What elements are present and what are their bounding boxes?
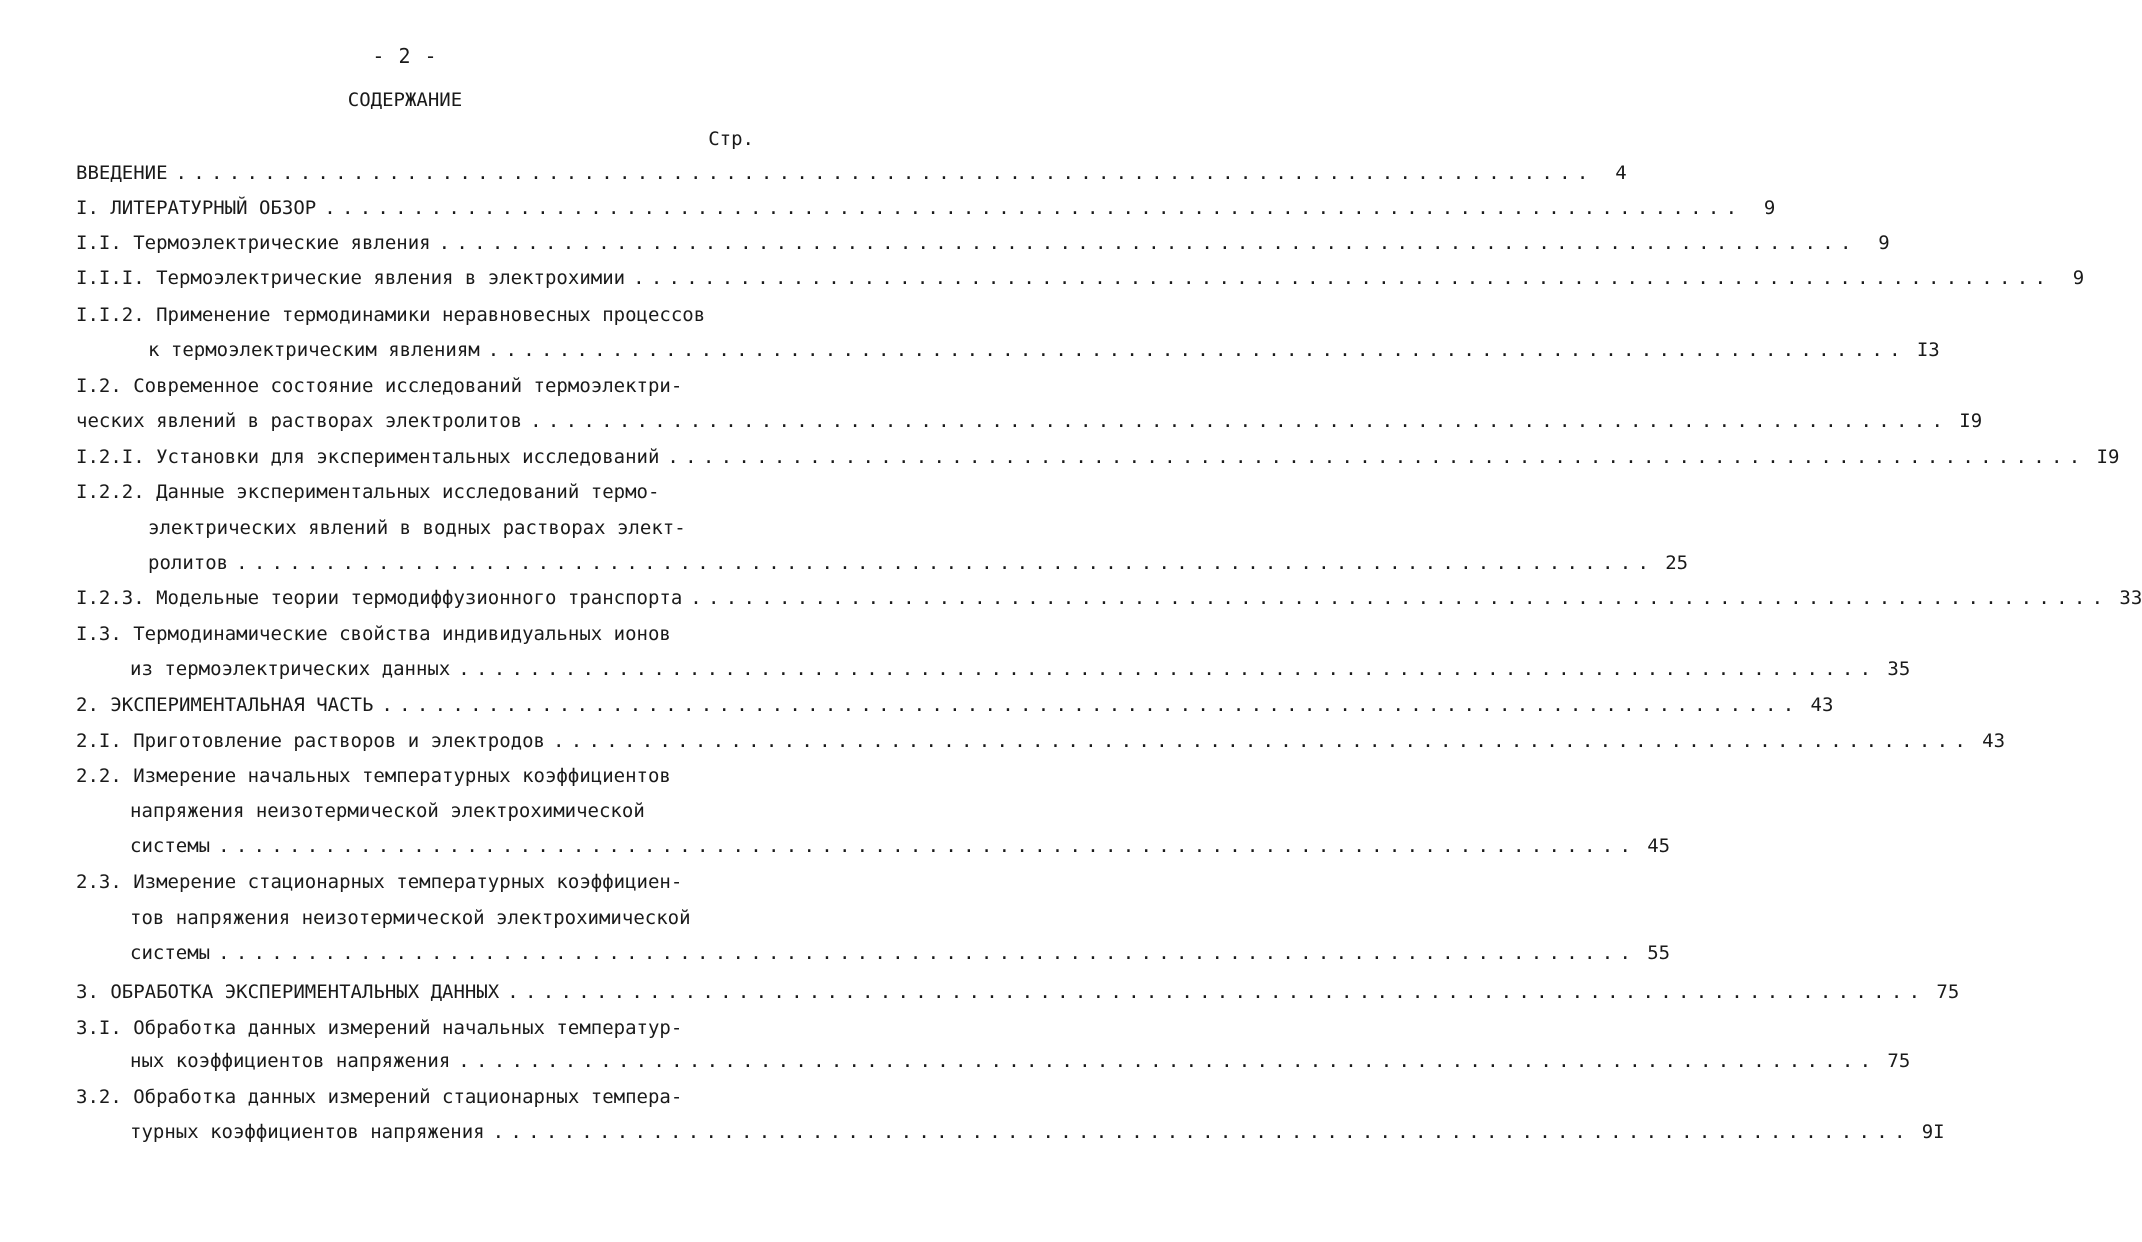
toc-entry-text: электрических явлений в водных растворах элект- [148, 517, 686, 539]
toc-entry-text: I.2.2. Данные экспериментальных исследований термо- [76, 481, 660, 503]
dot-leader: ................................................................................ [507, 981, 1927, 1003]
toc-entry [76, 197, 1776, 225]
toc-title: СОДЕРЖАНИЕ [347, 89, 463, 111]
toc-entry-text: 3. ОБРАБОТКА ЭКСПЕРИМЕНТАЛЬНЫХ ДАННЫХ [76, 981, 500, 1003]
toc-entry-text: системы [130, 835, 211, 857]
dot-leader: ................................................................................ [667, 446, 2087, 468]
dot-leader: ................................................................................ [690, 587, 2110, 609]
toc-page-number: I9 [1959, 410, 1983, 432]
toc-page-number: 55 [1647, 942, 1671, 964]
dot-leader: ................................................................................ [553, 730, 1973, 752]
toc-page-number: 9 [1878, 232, 1890, 254]
toc-entry [76, 410, 1983, 438]
toc-entry-text: 3.2. Обработка данных измерений стационарных темпера- [76, 1086, 683, 1108]
toc-entry-text: 3.I. Обработка данных измерений начальных температур- [76, 1017, 683, 1039]
toc-entry [76, 730, 2006, 758]
toc-entry-text: I.3. Термодинамические свойства индивидуальных ионов [76, 623, 671, 645]
toc-entry [76, 446, 2120, 474]
toc-entry-text: I.I.I. Термоэлектрические явления в электрохимии [76, 267, 626, 289]
toc-entry-text: 2.3. Измерение стационарных температурных коэффициен- [76, 871, 683, 893]
toc-page-number: I3 [1916, 339, 1940, 361]
toc-entry-text: системы [130, 942, 211, 964]
toc-page-number: 43 [1810, 694, 1834, 716]
dot-leader: ................................................................................ [381, 694, 1801, 716]
toc-entry-text: 2.I. Приготовление растворов и электродов [76, 730, 545, 752]
toc-entry [130, 658, 1911, 686]
toc-entry [76, 267, 2085, 295]
toc-entry-text: ВВЕДЕНИЕ [76, 162, 168, 184]
dot-leader: ................................................................................ [438, 232, 1858, 254]
toc-entry [148, 339, 1940, 367]
toc-page-number: 4 [1615, 162, 1627, 184]
toc-page-number: 75 [1936, 981, 1960, 1003]
toc-entry-text: из термоэлектрических данных [130, 658, 451, 680]
toc-entry [76, 232, 1890, 260]
dot-leader: ................................................................................ [324, 197, 1744, 219]
toc-page-number: 35 [1887, 658, 1911, 680]
toc-entry-text: I.2.3. Модельные теории термодиффузионного транспорта [76, 587, 683, 609]
toc-entry-text: ческих явлений в растворах электролитов [76, 410, 523, 432]
toc-page-number: 9 [1763, 197, 1776, 219]
toc-entry-text: ных коэффициентов напряжения [130, 1050, 451, 1072]
toc-entry [130, 1121, 1945, 1149]
toc-entry-text: 2. ЭКСПЕРИМЕНТАЛЬНАЯ ЧАСТЬ [76, 694, 374, 716]
toc-entry-text: I.I. Термоэлектрические явления [76, 232, 431, 254]
toc-page-number: 9I [1921, 1121, 1945, 1143]
toc-entry [148, 552, 1689, 580]
toc-entry [130, 835, 1671, 863]
toc-page-number: I9 [2096, 446, 2120, 468]
toc-entry-text: I. ЛИТЕРАТУРНЫЙ ОБЗОР [76, 197, 317, 219]
dot-leader: ................................................................................ [175, 162, 1595, 184]
dot-leader: ................................................................................ [487, 339, 1907, 361]
toc-entry-text: ролитов [148, 552, 229, 574]
toc-entry [130, 1050, 1911, 1078]
dot-leader: ................................................................................ [458, 658, 1878, 680]
dot-leader: ................................................................................ [530, 410, 1950, 432]
dot-leader: ................................................................................ [218, 942, 1638, 964]
toc-entry-text: I.I.2. Применение термодинамики неравновесных процессов [76, 304, 706, 326]
toc-entry-text: 2.2. Измерение начальных температурных коэффициентов [76, 765, 671, 787]
page-number: - 2 - [372, 44, 438, 68]
toc-entry-text: тов напряжения неизотермической электрохимической [130, 907, 691, 929]
toc-entry-text: к термоэлектрическим явлениям [148, 339, 480, 361]
dot-leader: ................................................................................ [633, 267, 2053, 289]
toc-entry-text: I.2.I. Установки для экспериментальных исследований [76, 446, 660, 468]
toc-page-number: 43 [1982, 730, 2006, 752]
toc-entry [130, 942, 1671, 970]
toc-entry [76, 981, 1960, 1009]
toc-page-number: 25 [1665, 552, 1689, 574]
toc-page-number: 45 [1647, 835, 1671, 857]
pages-column-header: Стр. [708, 128, 754, 150]
dot-leader: ................................................................................ [458, 1050, 1878, 1072]
dot-leader: ................................................................................ [492, 1121, 1912, 1143]
toc-entry [76, 162, 1627, 190]
toc-entry-text: I.2. Современное состояние исследований термоэлектри- [76, 375, 683, 397]
dot-leader: ................................................................................ [236, 552, 1656, 574]
toc-page-number: 33 [2119, 587, 2142, 609]
toc-entry-text: турных коэффициентов напряжения [130, 1121, 485, 1143]
toc-entry [76, 694, 1834, 722]
toc-entry-text: напряжения неизотермической электрохимической [130, 800, 645, 822]
dot-leader: ................................................................................ [218, 835, 1638, 857]
toc-page-number: 75 [1887, 1050, 1911, 1072]
toc-page-number: 9 [2072, 267, 2085, 289]
toc-entry [76, 587, 2142, 615]
